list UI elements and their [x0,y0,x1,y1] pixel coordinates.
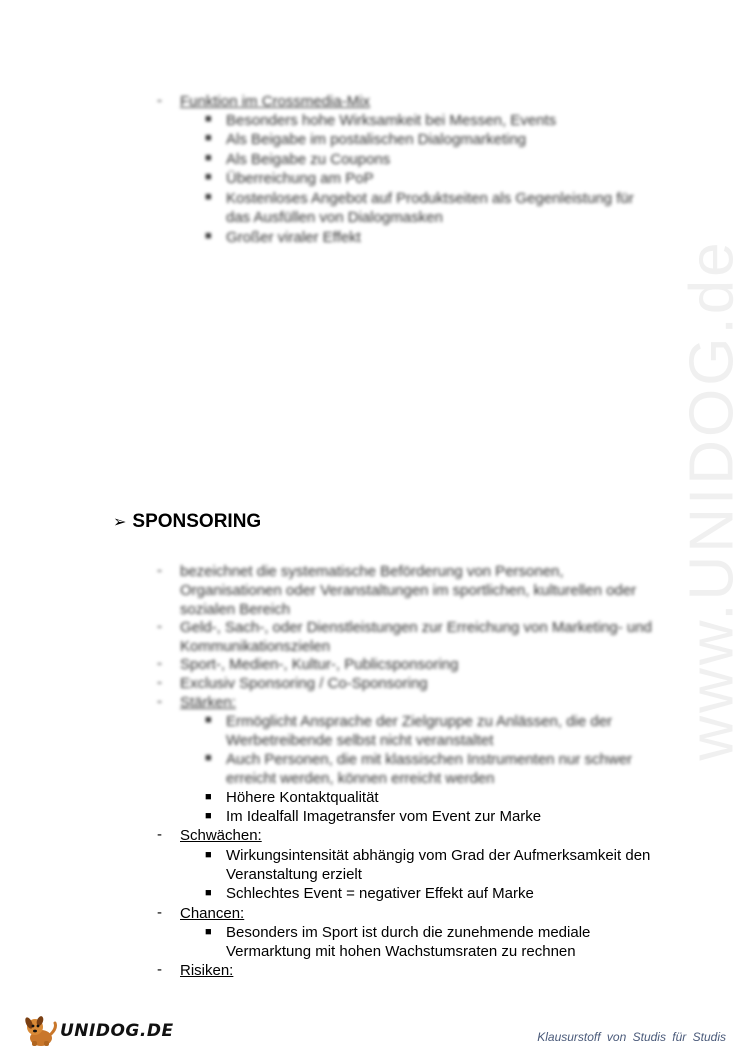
watermark: www.UNIDOG.de [677,239,747,761]
dash-marker: - [157,655,162,672]
square-bullet-icon: ■ [205,791,212,803]
list-item: Geld-, Sach-, oder Dienstleistungen zur Erreichung von Marketing- und [180,619,652,636]
dash-marker: - [157,674,162,691]
square-bullet-icon: ■ [205,171,212,183]
dash-marker: - [157,92,162,109]
list-item: Überreichung am PoP [226,170,374,187]
logo-text: UNIDOG.DE [60,1021,174,1041]
list-item: Als Beigabe im postalischen Dialogmarketing [226,131,527,148]
dog-mascot-icon [22,1014,58,1048]
list-item-continued: Kommunikationszielen [180,638,331,655]
schwaechen-label: Schwächen: [180,827,262,844]
list-item: Auch Personen, die mit klassischen Instrumenten nur schwer [226,751,633,768]
list-item-continued: Werbetreibende selbst nicht veranstaltet [226,732,494,749]
dash-marker: - [157,562,162,579]
list-item: Ermöglicht Ansprache der Zielgruppe zu Anlässen, die der [226,713,613,730]
staerken-label: Stärken: [180,694,236,711]
dash-marker: - [157,693,162,710]
list-item: Besonders im Sport ist durch die zunehmende mediale [226,924,591,941]
list-item: bezeichnet die systematische Beförderung von Personen, [180,563,564,580]
list-item-continued: Vermarktung mit hohen Wachstumsraten zu rechnen [226,943,576,960]
section-heading [113,510,261,535]
list-item: Wirkungsintensität abhängig vom Grad der Aufmerksamkeit den [226,847,651,864]
list-item: Sport-, Medien-, Kultur-, Publicsponsoring [180,656,459,673]
square-bullet-icon: ■ [205,849,212,861]
list-item: Höhere Kontaktqualität [226,789,379,806]
square-bullet-icon: ■ [205,887,212,899]
dash-marker: - [157,904,162,921]
dash-marker: - [157,961,162,978]
list-item-continued: das Ausfüllen von Dialogmasken [226,209,443,226]
square-bullet-icon: ■ [205,752,212,764]
section-heading-text: SPONSORING [132,511,262,532]
list-item: Exclusiv Sponsoring / Co-Sponsoring [180,675,428,692]
square-bullet-icon: ■ [205,132,212,144]
square-bullet-icon: ■ [205,926,212,938]
square-bullet-icon: ■ [205,113,212,125]
dash-marker: - [157,618,162,635]
list-item: Kostenloses Angebot auf Produktseiten als Gegenleistung für [226,190,634,207]
square-bullet-icon: ■ [205,152,212,164]
list-item-continued: sozialen Bereich [180,601,291,618]
list-item: Im Idealfall Imagetransfer vom Event zur Marke [226,808,542,825]
list-item-continued: Veranstaltung erzielt [226,866,362,883]
square-bullet-icon: ■ [205,714,212,726]
list-item: Schlechtes Event = negativer Effekt auf Marke [226,885,534,902]
arrow-bullet-icon: ➢ [113,514,127,531]
unidog-logo [22,1014,174,1048]
list-item-continued: erreicht werden, können erreicht werden [226,770,495,787]
chancen-label: Chancen: [180,905,245,922]
square-bullet-icon: ■ [205,230,212,242]
list-item: Als Beigabe zu Coupons [226,151,391,168]
dash-marker: - [157,826,162,843]
square-bullet-icon: ■ [205,191,212,203]
footer-tagline: Klausurstoff von Studis für Studis [537,1030,726,1044]
list-item: Großer viraler Effekt [226,229,361,246]
list-item: Besonders hohe Wirksamkeit bei Messen, Events [226,112,557,129]
square-bullet-icon: ■ [205,810,212,822]
risiken-label: Risiken: [180,962,234,979]
list-item-continued: Organisationen oder Veranstaltungen im sportlichen, kulturellen oder [180,582,637,599]
top-section-heading: Funktion im Crossmedia-Mix [180,93,371,110]
